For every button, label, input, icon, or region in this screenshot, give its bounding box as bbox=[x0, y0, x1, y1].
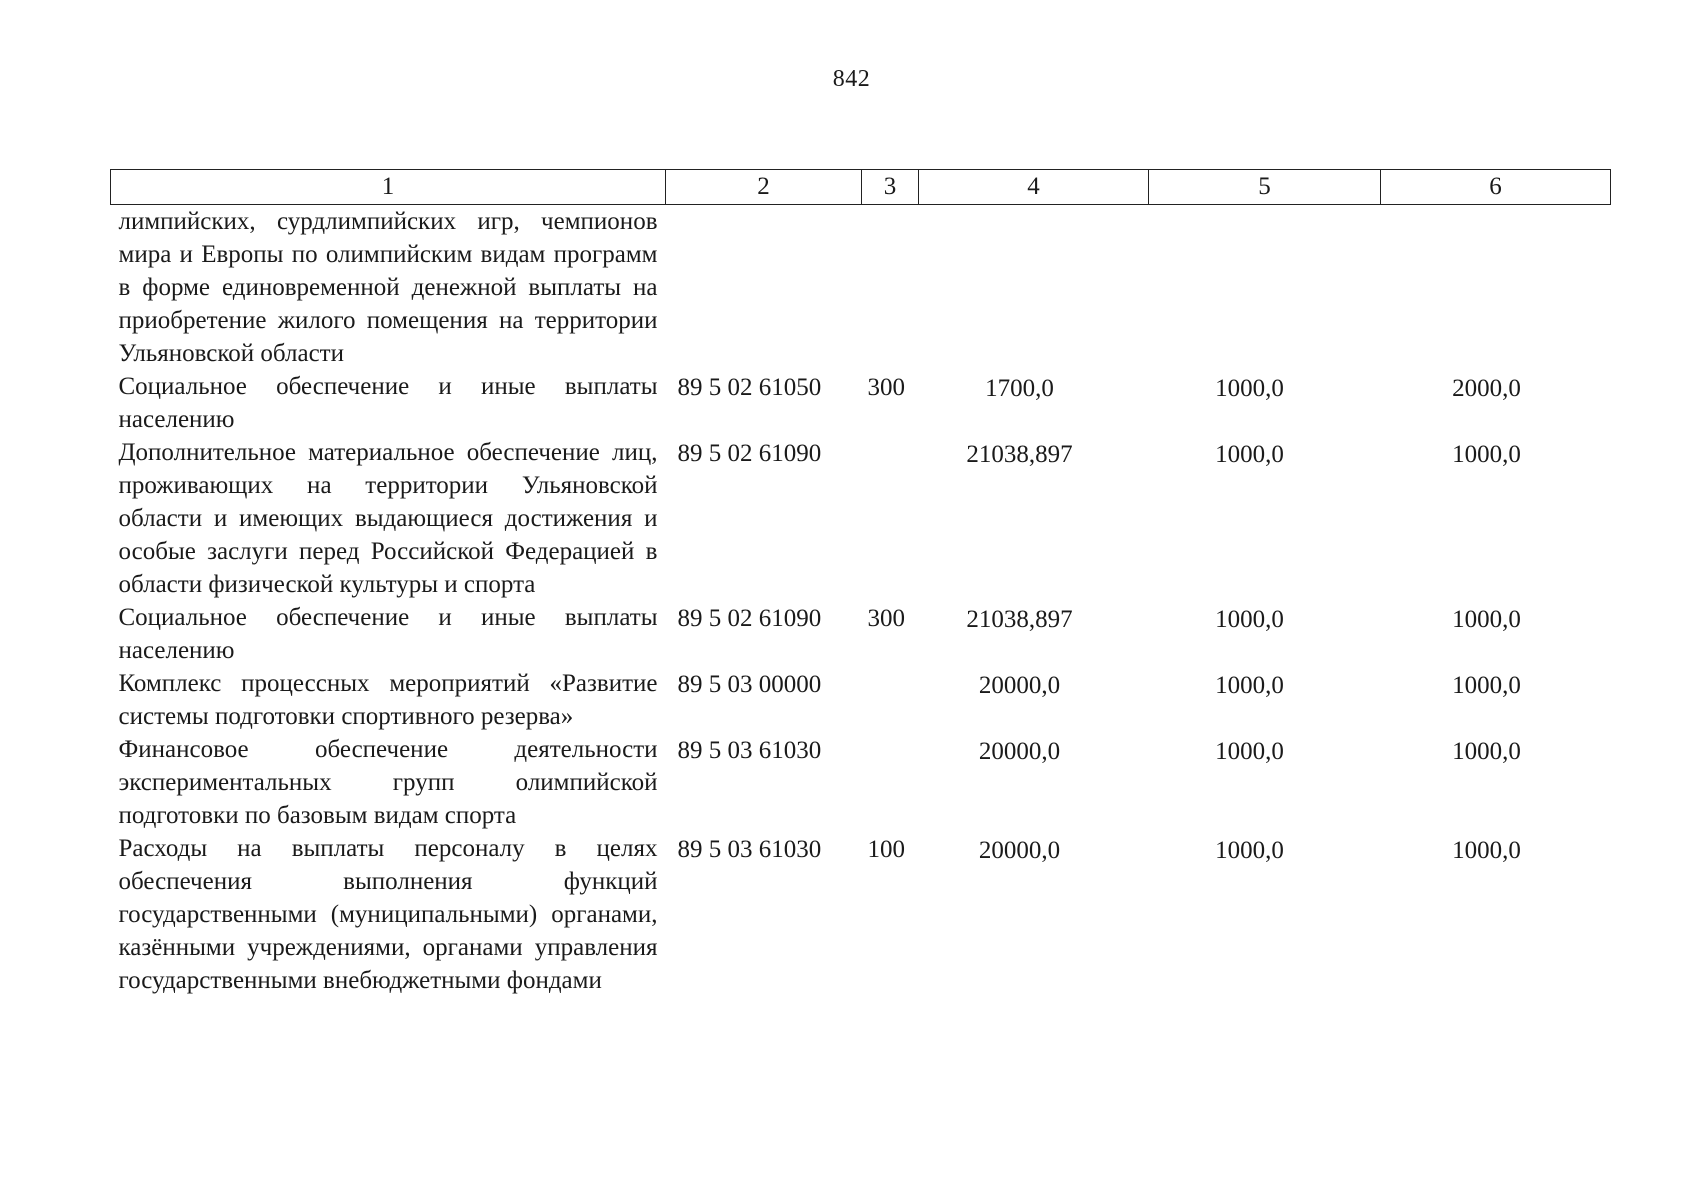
row-expense-kind: 300 bbox=[867, 374, 905, 401]
row-name: Расходы на выплаты персоналу в целях обеспечения выполнения функций государственными (муниципальными) органами, казёнными учреждениями, органами управления государственными внебюджетными фондами bbox=[118, 835, 658, 994]
row-value-4: 20000,0 bbox=[978, 672, 1061, 699]
row-expense-kind bbox=[862, 436, 919, 601]
table-row bbox=[111, 667, 1611, 733]
row-value-5: 1000,0 bbox=[1215, 441, 1284, 468]
row-name: Социальное обеспечение и иные выплаты населению bbox=[118, 604, 658, 664]
row-value-5: 1000,0 bbox=[1215, 375, 1284, 402]
table-header-row bbox=[111, 170, 1611, 205]
row-value-5: 1000,0 bbox=[1215, 606, 1284, 633]
column-header-1: 1 bbox=[111, 170, 666, 205]
row-target-code: 89 5 03 00000 bbox=[677, 671, 822, 698]
row-name: лимпийских, сурдлимпийских игр, чемпионов мира и Европы по олимпийским видам программ в форме единовременной денежной выплаты на приобретение жилого помещения на территории Ульяновской области bbox=[118, 208, 658, 367]
page-number: 842 bbox=[832, 66, 871, 92]
row-name: Финансовое обеспечение деятельности экспериментальных групп олимпийской подготовки по базовым видам спорта bbox=[118, 736, 658, 829]
row-value-4: 21038,897 bbox=[966, 441, 1073, 468]
table-row bbox=[111, 601, 1611, 667]
row-value-6 bbox=[1381, 205, 1611, 371]
row-value-6: 1000,0 bbox=[1452, 672, 1521, 699]
row-value-4: 20000,0 bbox=[978, 837, 1061, 864]
row-value-4 bbox=[919, 205, 1149, 371]
column-header-4: 4 bbox=[919, 170, 1149, 205]
row-expense-kind bbox=[862, 733, 919, 832]
row-value-6: 1000,0 bbox=[1452, 738, 1521, 765]
row-expense-kind: 100 bbox=[867, 836, 905, 863]
row-value-5: 1000,0 bbox=[1215, 837, 1284, 864]
row-value-5: 1000,0 bbox=[1215, 738, 1284, 765]
row-expense-kind bbox=[862, 205, 919, 371]
row-expense-kind: 300 bbox=[867, 605, 905, 632]
column-header-6: 6 bbox=[1381, 170, 1611, 205]
row-value-6: 2000,0 bbox=[1452, 375, 1521, 402]
row-target-code: 89 5 02 61090 bbox=[677, 440, 822, 467]
row-name: Комплекс процессных мероприятий «Развитие системы подготовки спортивного резерва» bbox=[118, 670, 658, 730]
row-value-6: 1000,0 bbox=[1452, 837, 1521, 864]
row-value-4: 20000,0 bbox=[978, 738, 1061, 765]
table-row bbox=[111, 733, 1611, 832]
row-expense-kind bbox=[862, 667, 919, 733]
table-row bbox=[111, 205, 1611, 371]
row-name: Социальное обеспечение и иные выплаты населению bbox=[118, 373, 658, 433]
row-name: Дополнительное материальное обеспечение лиц, проживающих на территории Ульяновской области и имеющих выдающиеся достижения и особые заслуги перед Российской Федерацией в области физической культуры и спорта bbox=[118, 439, 658, 598]
table-row bbox=[111, 436, 1611, 601]
row-target-code: 89 5 02 61050 bbox=[677, 374, 822, 401]
row-value-5 bbox=[1149, 205, 1381, 371]
column-header-3: 3 bbox=[862, 170, 919, 205]
row-target-code: 89 5 03 61030 bbox=[677, 737, 822, 764]
row-value-5: 1000,0 bbox=[1215, 672, 1284, 699]
budget-table bbox=[110, 169, 1611, 997]
row-target-code bbox=[666, 205, 862, 371]
row-target-code: 89 5 02 61090 bbox=[677, 605, 822, 632]
row-target-code: 89 5 03 61030 bbox=[677, 836, 822, 863]
column-header-2: 2 bbox=[666, 170, 862, 205]
table-row bbox=[111, 832, 1611, 997]
row-value-4: 1700,0 bbox=[985, 375, 1054, 402]
row-value-6: 1000,0 bbox=[1452, 606, 1521, 633]
column-header-5: 5 bbox=[1149, 170, 1381, 205]
table-row bbox=[111, 370, 1611, 436]
row-value-6: 1000,0 bbox=[1452, 441, 1521, 468]
row-value-4: 21038,897 bbox=[966, 606, 1073, 633]
